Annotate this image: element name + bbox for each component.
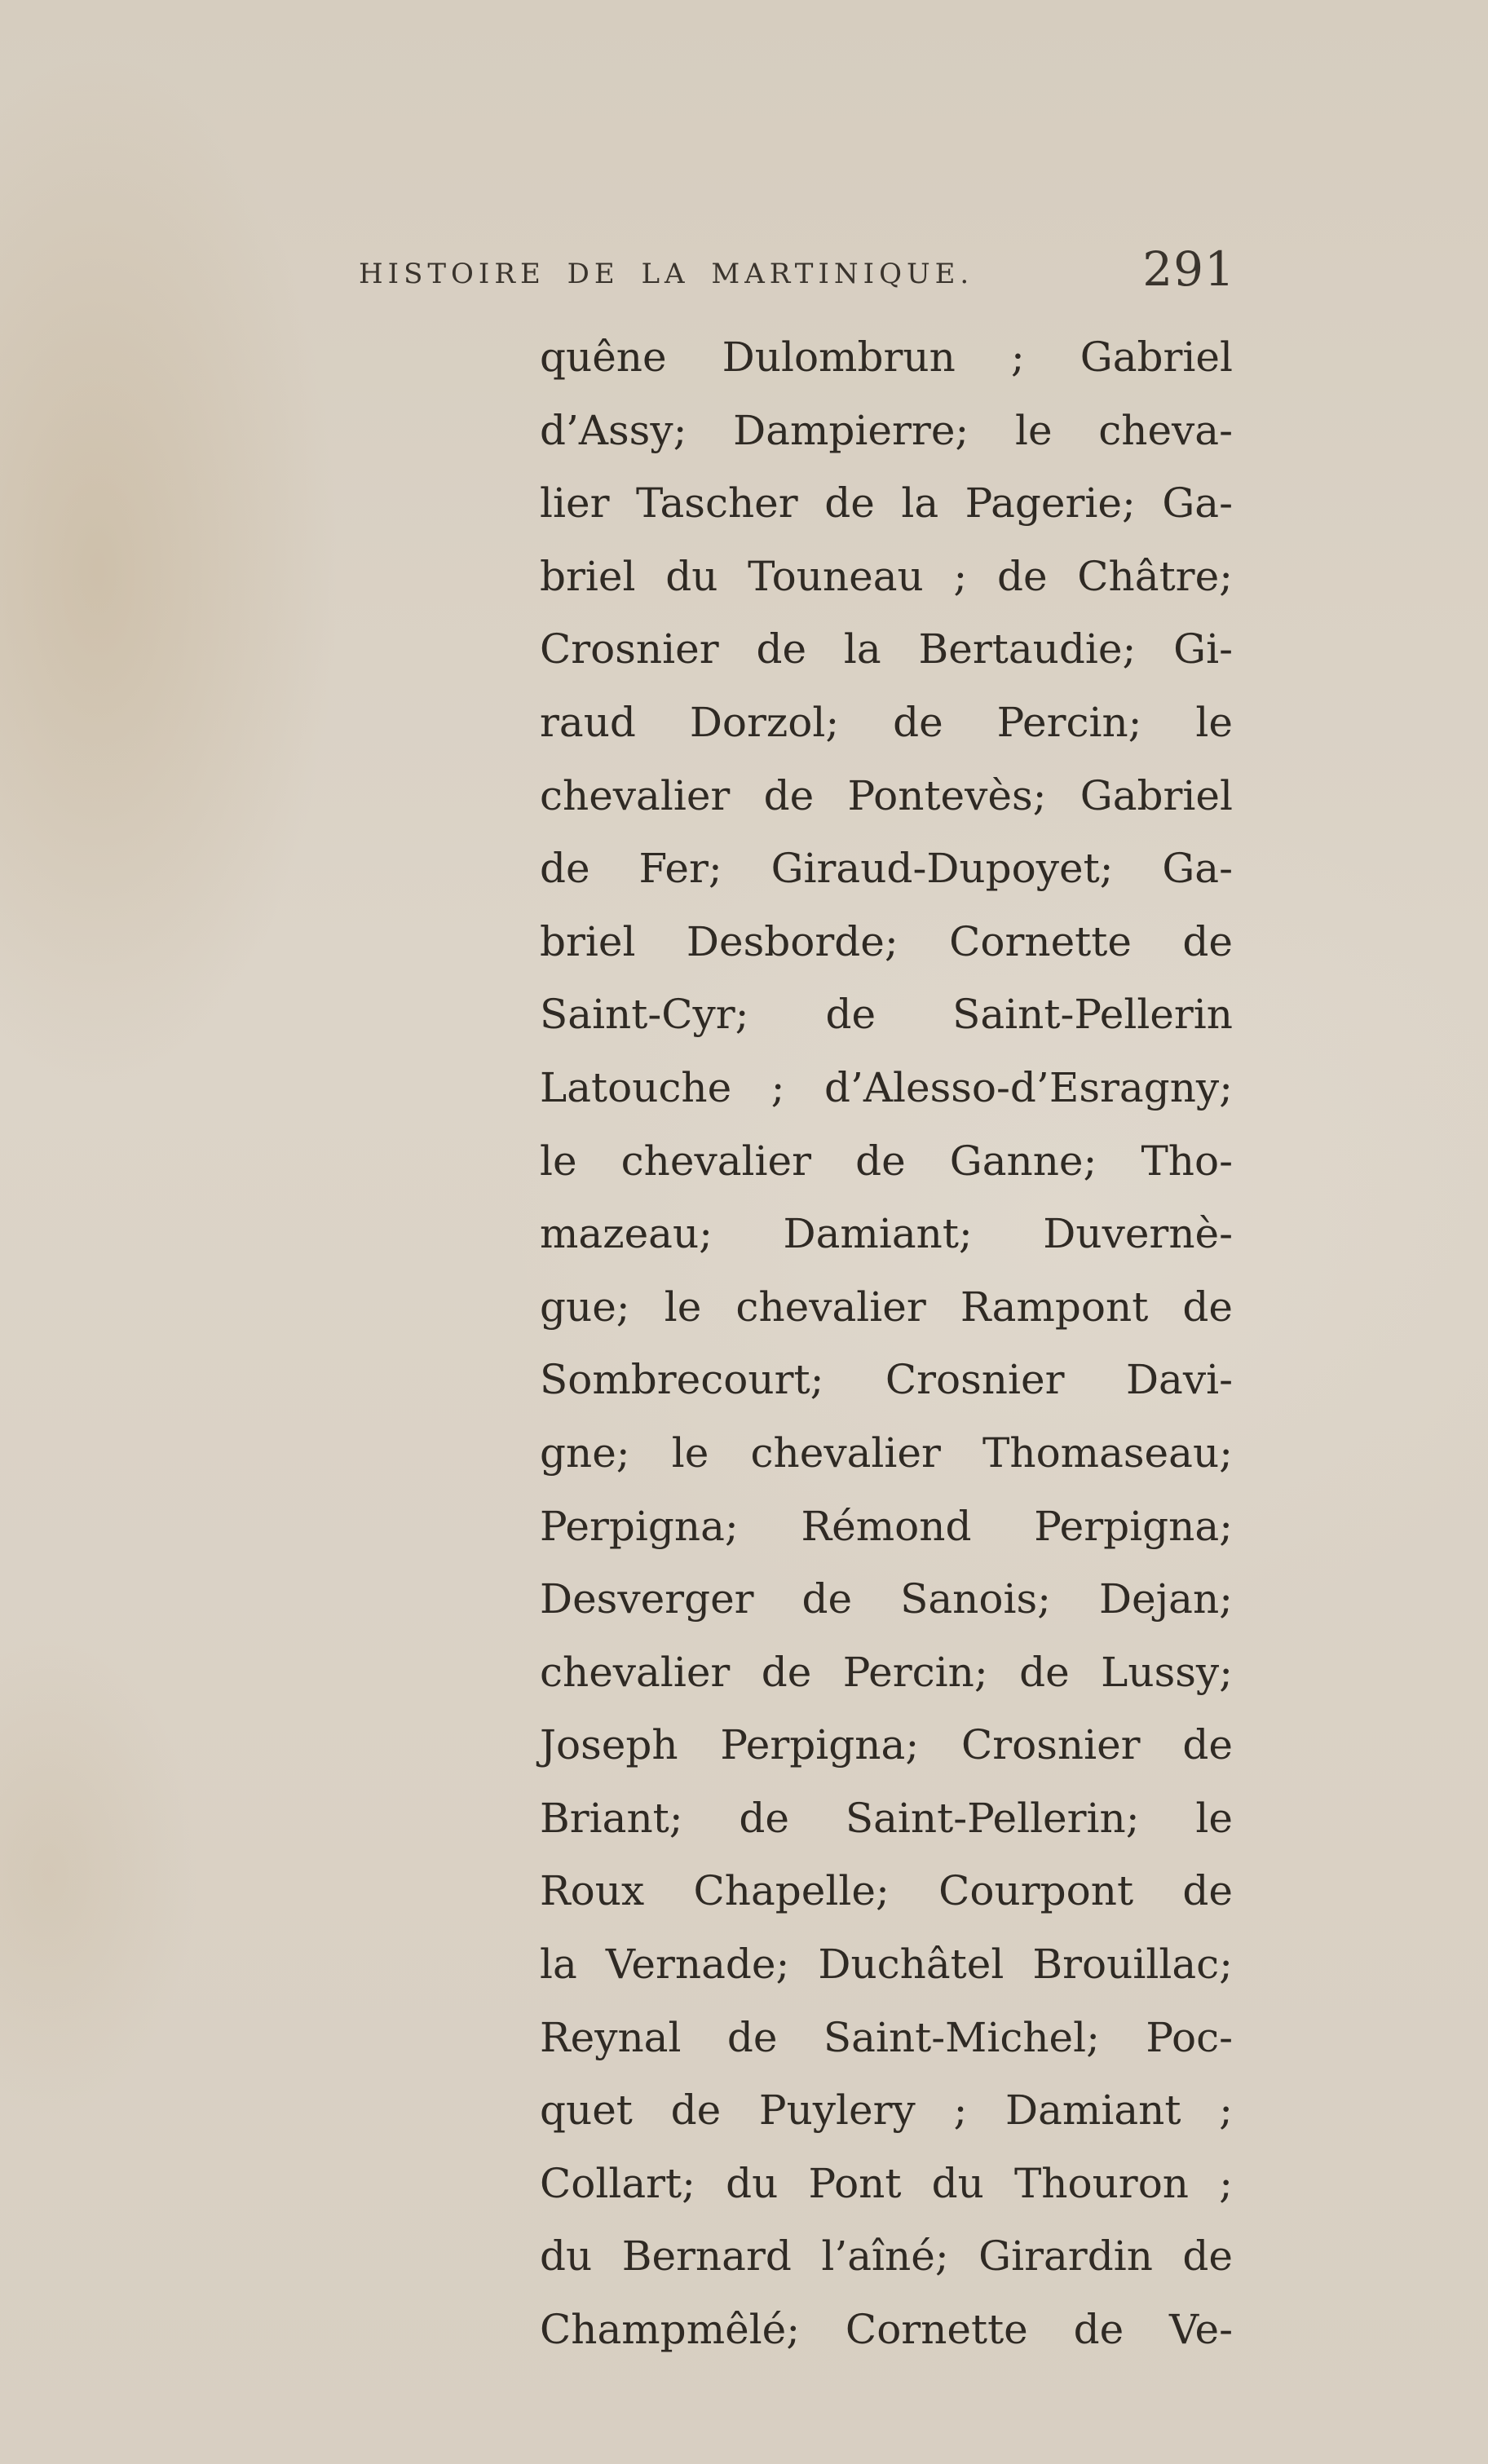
text-line: Latouche ; d’Alesso-d’Esragny;	[540, 1063, 1233, 1111]
text-line: raud Dorzol; de Percin; le	[540, 698, 1233, 746]
text-line: lier Tascher de la Pagerie; Ga-	[540, 479, 1233, 528]
text-line: Saint-Cyr; de Saint-Pellerin	[540, 991, 1233, 1039]
text-line: Joseph Perpigna; Crosnier de	[540, 1721, 1233, 1769]
text-line: Desverger de Sanois; Dejan;	[540, 1575, 1233, 1623]
text-line: gne; le chevalier Thomaseau;	[540, 1429, 1233, 1477]
text-line: briel Desborde; Cornette de	[540, 917, 1233, 965]
text-line: d’Assy; Dampierre; le cheva-	[540, 406, 1233, 454]
text-line: chevalier de Percin; de Lussy;	[540, 1648, 1233, 1696]
text-line: du Bernard l’aîné; Girardin de	[540, 2232, 1233, 2281]
running-title: HISTOIRE DE LA MARTINIQUE.	[359, 258, 974, 290]
page-number: 291	[1142, 241, 1235, 297]
text-line: Perpigna; Rémond Perpigna;	[540, 1502, 1233, 1550]
body-text	[540, 321, 1233, 2367]
text-line: Crosnier de la Bertaudie; Gi-	[540, 625, 1233, 673]
text-line: Collart; du Pont du Thouron ;	[540, 2159, 1233, 2207]
text-line: Champmêlé; Cornette de Ve-	[540, 2306, 1233, 2354]
text-line: briel du Touneau ; de Châtre;	[540, 552, 1233, 600]
text-line: Roux Chapelle; Courpont de	[540, 1867, 1233, 1915]
text-line: le chevalier de Ganne; Tho-	[540, 1137, 1233, 1185]
text-line: Sombrecourt; Crosnier Davi-	[540, 1356, 1233, 1404]
text-line: Reynal de Saint-Michel; Poc-	[540, 2013, 1233, 2061]
text-line: gue; le chevalier Rampont de	[540, 1283, 1233, 1331]
text-line: quet de Puylery ; Damiant ;	[540, 2086, 1233, 2135]
text-line: de Fer; Giraud-Dupoyet; Ga-	[540, 845, 1233, 893]
running-head	[359, 241, 1235, 307]
text-line: Briant; de Saint-Pellerin; le	[540, 1794, 1233, 1842]
text-line: quêne Dulombrun ; Gabriel	[540, 333, 1233, 381]
text-line: mazeau; Damiant; Duvernè-	[540, 1210, 1233, 1258]
text-line: chevalier de Pontevès; Gabriel	[540, 771, 1233, 819]
text-line: la Vernade; Duchâtel Brouillac;	[540, 1941, 1233, 1989]
